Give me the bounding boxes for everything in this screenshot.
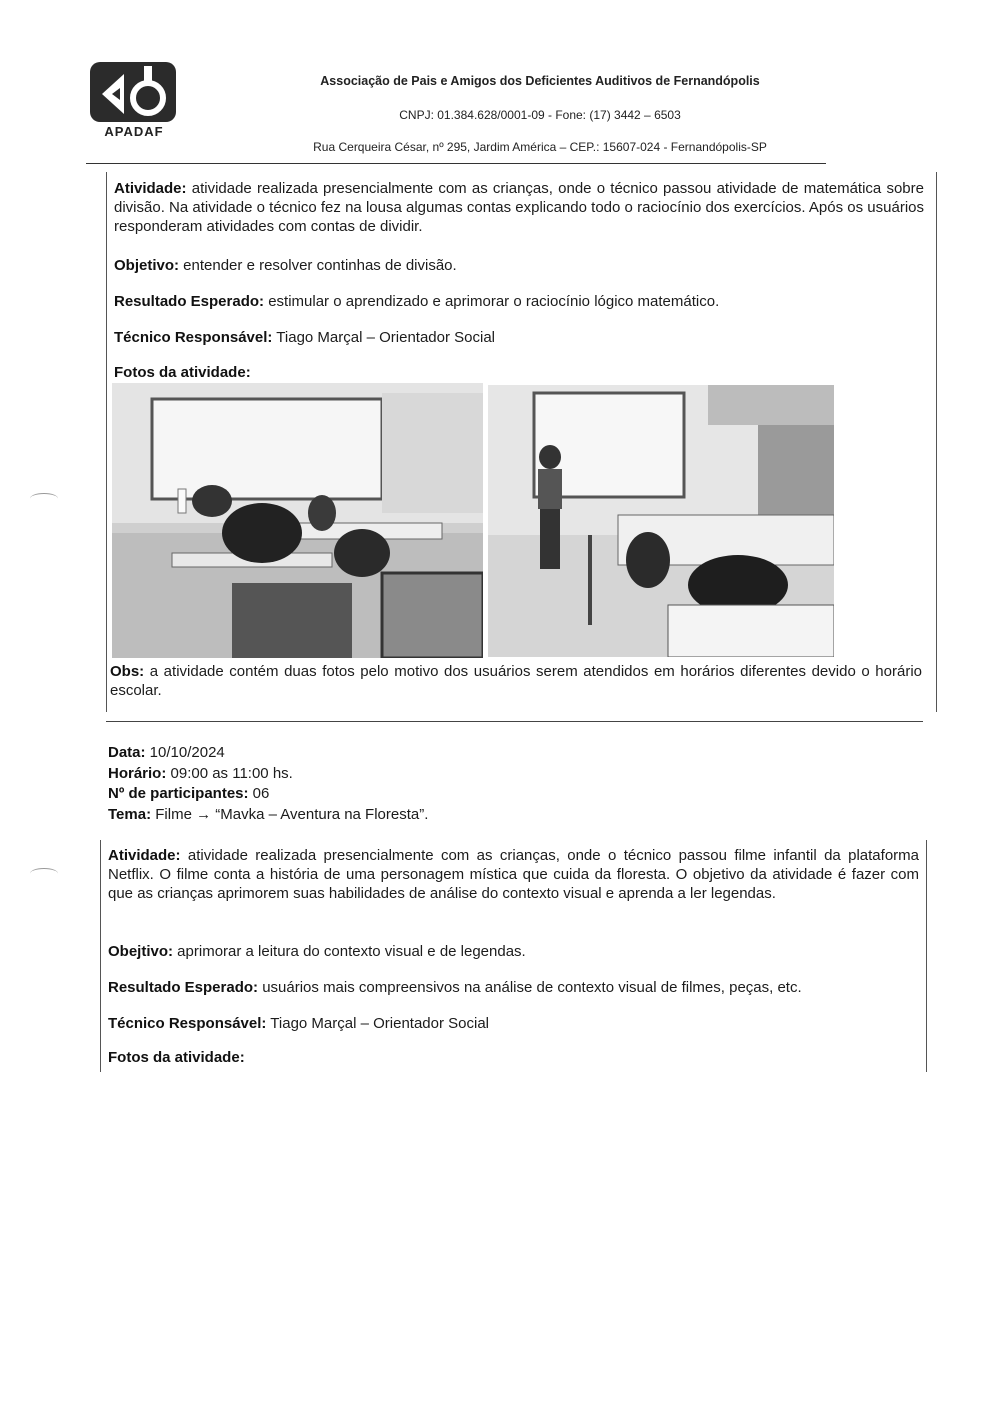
obs-1	[110, 662, 922, 700]
tecnico-1	[114, 328, 924, 347]
resultado-2-label: Resultado Esperado:	[108, 979, 259, 996]
horario-2	[108, 764, 708, 785]
participantes-2-label: Nº de participantes:	[108, 785, 249, 802]
data-2-text: 10/10/2024	[145, 744, 225, 761]
participantes-2-text: 06	[248, 785, 270, 802]
fotos-2	[108, 1048, 508, 1067]
tema-2	[108, 805, 708, 826]
tecnico-2-text: Tiago Marçal – Orientador Social	[266, 1015, 489, 1032]
header-divider	[86, 163, 826, 164]
data-2-label: Data:	[108, 744, 146, 761]
org-name: Associação de Pais e Amigos dos Deficientes Auditivos de Fernandópolis	[320, 74, 760, 88]
tecnico-1-text: Tiago Marçal – Orientador Social	[272, 329, 495, 346]
obs-1-text: a atividade contém duas fotos pelo motivo dos usuários serem atendidos em horários diferentes devido o horário escolar.	[110, 663, 922, 699]
obs-1-label: Obs:	[110, 663, 145, 680]
atividade-1-label: Atividade:	[114, 180, 187, 197]
scan-mark	[30, 493, 58, 504]
resultado-1-label: Resultado Esperado:	[114, 293, 265, 310]
horario-2-text: 09:00 as 11:00 hs.	[166, 764, 293, 782]
tema-2-label: Tema:	[108, 805, 152, 823]
fotos-1	[114, 363, 514, 382]
resultado-2-text: usuários mais compreensivos na análise de contexto visual de filmes, peças, etc.	[258, 979, 802, 996]
tecnico-1-label: Técnico Responsável:	[114, 329, 273, 346]
objetivo-1-label: Objetivo:	[114, 257, 180, 274]
ear-logo-icon	[88, 60, 180, 124]
resultado-1	[114, 292, 924, 311]
atividade-1	[114, 179, 924, 236]
org-address: Rua Cerqueira César, nº 295, Jardim América – CEP.: 15607-024 - Fernandópolis-SP	[313, 140, 767, 154]
objetivo-1-text: entender e resolver continhas de divisão.	[179, 257, 457, 274]
tecnico-2	[108, 1014, 919, 1033]
participantes-2	[108, 784, 708, 805]
fotos-2-label: Fotos da atividade:	[108, 1049, 245, 1066]
objetivo-2	[108, 942, 919, 961]
activity-photo-2	[488, 385, 834, 657]
box-2-right-border	[926, 840, 927, 1072]
scan-mark	[30, 868, 58, 879]
objetivo-1	[114, 256, 924, 275]
tema-2-text: Filme → “Mavka – Aventura na Floresta”.	[151, 805, 429, 823]
objetivo-2-text: aprimorar a leitura do contexto visual e de legendas.	[173, 943, 526, 960]
atividade-2	[108, 846, 919, 903]
data-2	[108, 743, 708, 764]
atividade-1-text: atividade realizada presencialmente com as crianças, onde o técnico passou atividade de matemática sobre divisão. Na atividade o técnico fez na lousa algumas contas explicando todo o raciocínio dos exercícios. Após os usuários responderam atividades com contas de dividir.	[114, 180, 924, 235]
resultado-1-text: estimular o aprendizado e aprimorar o raciocínio lógico matemático.	[264, 293, 720, 310]
horario-2-label: Horário:	[108, 764, 167, 782]
section-divider	[106, 721, 923, 722]
atividade-2-label: Atividade:	[108, 847, 181, 864]
fotos-1-label: Fotos da atividade:	[114, 364, 251, 381]
org-contact: CNPJ: 01.384.628/0001-09 - Fone: (17) 3442 – 6503	[399, 108, 681, 122]
activity-photo-1	[112, 383, 483, 658]
box-2-left-border	[100, 840, 101, 1072]
tecnico-2-label: Técnico Responsável:	[108, 1015, 267, 1032]
logo-text: APADAF	[104, 124, 164, 139]
apadaf-logo	[88, 60, 180, 142]
meta-2	[108, 743, 708, 825]
atividade-2-text: atividade realizada presencialmente com as crianças, onde o técnico passou filme infantil da plataforma Netflix. O filme conta a história de uma personagem mística que cuida da floresta. O objetivo da atividade é fazer com que as crianças aprimorem suas habilidades de análise do contexto visual e aprenda a ler legendas.	[108, 847, 919, 902]
objetivo-2-label: Obejtivo:	[108, 943, 174, 960]
resultado-2	[108, 978, 923, 997]
